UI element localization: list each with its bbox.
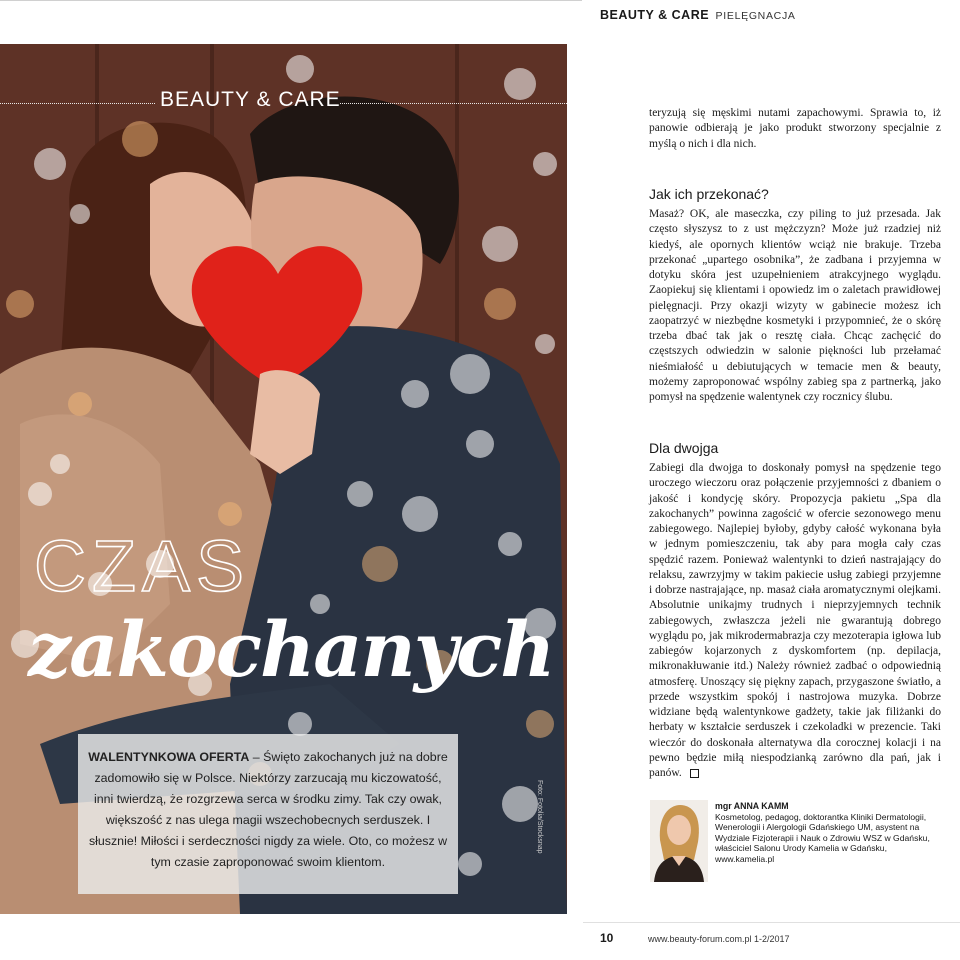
right-page (583, 0, 960, 960)
article-intro: teryzują się męskimi nutami zapachowymi. Sprawia to, iż panowie odbierają je jako produkt stworzony specjalnie z myślą o nich i dla nich. (649, 107, 941, 150)
author-bio: Kosmetolog, pedagog, doktorantka Kliniki Dermatologii, Wenerologii i Alergologii Gdańskiego UM, asystent na Wydziale Fizjoterapii i Nauk o Zdrowiu WSZ w Gdańsku, właściciel Salonu Urody Kamelia w Gdańsku, www.kamelia.pl (715, 811, 930, 864)
rubric-rule-right (340, 103, 567, 104)
photo-credit: Foto: Fotolia/Stocksnap (536, 780, 543, 854)
page-number: 10 (600, 931, 614, 945)
section-2-body (649, 461, 941, 781)
section-1-text: Masaż? OK, ale maseczka, czy piling to już przesada. Jak często słyszysz to z ust mężczyzn? Może już rzadziej niż kiedyś, ale opornych klientów wciąż nie brakuje. Trzeba przekonać „upartego osobnika”, że zadbana i przyjemna w dotyku skóra jest uzupełnieniem atrakcyjnego wyglądu. Zaopiekuj się klientami i opowiedz im o zaletach prawidłowej pielęgnacji. Przy okazji wizyty w gabinecie możesz ich zaopatrzyć w niezbędne kosmetyki i przypomnieć, że o skórę trzeba dbać tak jak o resztę ciała. Chcąc zachęcić do częstszych odwiedzin w salonie piękności lub przełamać nieśmiałość u debiutujących w temacie men & beauty, możemy zaproponować wspólny zabieg spa z partnerką, jako pomysł na spędzenie walentynek czy rocznicy ślubu. (649, 208, 941, 403)
header-section: BEAUTY & CARE (600, 8, 710, 22)
footer-rule (583, 922, 960, 923)
author-name: mgr ANNA KAMM (715, 801, 789, 811)
end-of-article-mark (690, 769, 699, 778)
offer-box (78, 734, 458, 894)
footer-url: www.beauty-forum.com.pl 1-2/2017 (648, 934, 790, 944)
section-2-heading: Dla dwojga (649, 440, 719, 456)
header-subsection: PIELĘGNACJA (715, 10, 796, 22)
rubric-rule-left (0, 103, 155, 104)
page-top-rule (0, 0, 582, 1)
rubric-label: BEAUTY & CARE (160, 88, 341, 111)
author-note (715, 801, 945, 865)
page-header (600, 8, 796, 22)
section-2-text: Zabiegi dla dwojga to doskonały pomysł na spędzenie tego uroczego wieczoru oraz połączenie przyjemności z dbaniem o jakość i kondycję skóry. Propozycja pakietu „Spa dla zakochanych” powinna zagościć w ofercie sezonowego menu zabiegowego. Najlepiej byłoby, gdyby całość wykonana była w jednym pomieszczeniu, tak aby para mogła cały czas spędzić razem. Ponieważ walentynki to dzień nastrajający do relaksu, zawrzyjmy w takim pakiecie usług zabiegi przyjemne i dobrze nastrajające, np. masaż ciała aromatycznymi olejkami. Absolutnie unikajmy trudnych i nieprzyjemnych technik zabiegowych, zwłaszcza jeżeli nie gwarantują dobrego wyglądu po, jak mikrodermabrazja czy mezoterapia igłowa lub zabiegów kojarzonych z dyskomfortem (np. depilacja, mikronakłuwanie itd.) Należy również zadbać o odpowiednią atmosferę. Unoszący się piękny zapach, przygaszone światło, a przede wszystkim spokój i nastrojowa muzyka. Dobrze widziane będą walentynkowe gadżety, takie jak filiżanki do herbaty w kształcie serduszek i czekoladki w prezencie. Taki wieczór do doskonała alternatywa dla corocznej kolacji i na pewno będzie miłą niespodzianką zarówno dla pań, jak i panów. (649, 462, 941, 779)
section-1-heading: Jak ich przekonać? (649, 186, 769, 202)
author-photo (650, 800, 708, 882)
offer-text: – Święto zakochanych już na dobre zadomowiło się w Polsce. Niektórzy zarzucają mu kiczowatość, inni twierdzą, że rozgrzewa serca w środku zimy. Tak czy owak, większość z nas ulega magii wszechobecnych serduszek. I słusznie! Miłości i serdeczności nigdy za wiele. Oto, co możesz w tym czasie zaproponować swoim klientom. (88, 750, 448, 869)
title-line-2: zakochanych (28, 605, 554, 694)
title-line-1: CZAS (34, 527, 251, 607)
author-portrait (650, 800, 708, 882)
offer-lead: WALENTYNKOWA OFERTA (88, 750, 250, 764)
